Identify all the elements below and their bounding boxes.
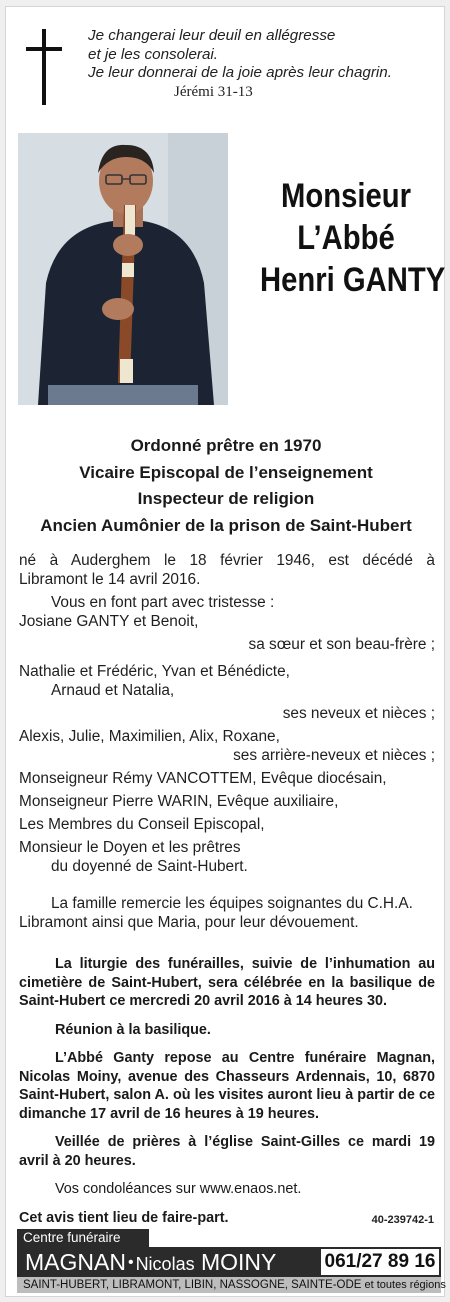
brand-last-name: MOINY — [200, 1249, 277, 1275]
clerical-titles — [11, 433, 441, 539]
condolences-line: Vos condoléances sur www.enaos.net. — [55, 1181, 302, 1197]
deceased-name — [260, 175, 446, 301]
family-line: Nathalie et Frédéric, Yvan et Bénédicte, — [19, 663, 290, 680]
cross-icon — [26, 29, 62, 105]
clergy-line: Monseigneur Rémy VANCOTTEM, Evêque diocésain, — [19, 770, 387, 787]
thanks-line: La famille remercie les équipes soignantes du C.H.A. — [51, 895, 413, 912]
footer-label: Centre funéraire — [17, 1229, 149, 1247]
brand-first-name: Nicolas — [135, 1254, 195, 1274]
name-title: Monsieur — [281, 177, 411, 215]
clergy-line: Les Membres du Conseil Episcopal, — [19, 816, 265, 833]
family-line: Alexis, Julie, Maximilien, Alix, Roxane, — [19, 728, 280, 745]
clergy-line: du doyenné de Saint-Hubert. — [51, 858, 248, 875]
verse-reference: Jérémi 31-13 — [174, 83, 253, 100]
portrait-photo — [18, 133, 228, 405]
rest-paragraph: L’Abbé Ganty repose au Centre funéraire Magnan, Nicolas Moiny, avenue des Chasseurs Ardennais, 10, 6870 Saint-Hubert, salon A. où les visites auront lieu à partir de ce dimanche 17 avril de 16 heures à 19 heures. — [19, 1050, 435, 1122]
vigil-paragraph: Veillée de prières à l’église Saint-Gilles ce mardi 19 avril à 20 heures. — [19, 1134, 435, 1169]
bible-verse — [88, 27, 443, 101]
clergy-line: Monsieur le Doyen et les prêtres — [19, 839, 241, 856]
clergy-line: Monseigneur Pierre WARIN, Evêque auxiliaire, — [19, 793, 339, 810]
funeral-home-footer — [17, 1229, 446, 1293]
notice-line: Cet avis tient lieu de faire-part. — [19, 1209, 229, 1226]
verse-line: et je les consolerai. — [88, 45, 219, 63]
liturgy-paragraph: La liturgie des funérailles, suivie de l’inhumation au cimetière de Saint-Hubert, sera célébrée en la basilique de Saint-Hubert ce mercredi 20 avril 2016 à 14 heures 30. — [19, 956, 435, 1009]
meeting-paragraph: Réunion à la basilique. — [55, 1021, 211, 1038]
funeral-home-brand — [25, 1247, 276, 1277]
phone-number: 061/27 89 16 — [319, 1247, 441, 1277]
brand-dot: • — [127, 1254, 134, 1271]
family-line: Josiane GANTY et Benoit, — [19, 613, 199, 630]
locations-list: SAINT-HUBERT, LIBRAMONT, LIBIN, NASSOGNE, SAINTE-ODE — [23, 1279, 362, 1291]
name-title-2: L’Abbé — [297, 219, 395, 257]
name-full: Henri GANTY — [260, 261, 446, 299]
obituary-card — [5, 6, 445, 1297]
family-line: Arnaud et Natalia, — [51, 682, 175, 699]
family-role: ses neveux et nièces ; — [282, 705, 435, 722]
title-line: Ancien Aumônier de la prison de Saint-Hubert — [40, 515, 412, 535]
title-line: Inspecteur de religion — [137, 489, 315, 508]
locations-suffix: et toutes régions — [361, 1279, 446, 1291]
thanks-line: Libramont ainsi que Maria, pour leur dévouement. — [19, 914, 359, 931]
reference-code: 40-239742-1 — [371, 1214, 434, 1226]
brand-name: MAGNAN — [25, 1249, 126, 1275]
family-role: sa sœur et son beau-frère ; — [248, 636, 435, 653]
verse-line: Je changerai leur deuil en allégresse — [88, 27, 336, 44]
verse-line: Je leur donnerai de la joie après leur chagrin. — [88, 64, 392, 81]
family-role: ses arrière-neveux et nièces ; — [233, 747, 435, 764]
intro-line: Vous en font part avec tristesse : — [51, 594, 275, 611]
announcement-body — [19, 551, 435, 932]
title-line: Ordonné prêtre en 1970 — [130, 436, 322, 455]
funeral-details — [19, 955, 435, 1227]
locations-bar — [17, 1277, 446, 1293]
birth-line: Libramont le 14 avril 2016. — [19, 571, 201, 588]
footer-brand-bar — [17, 1247, 441, 1277]
birth-line: né à Auderghem le 18 février 1946, est décédé à — [19, 552, 435, 569]
title-line: Vicaire Episcopal de l’enseignement — [79, 462, 373, 482]
